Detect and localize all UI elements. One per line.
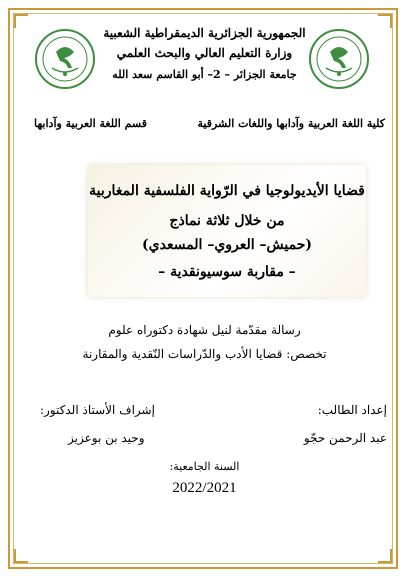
- thesis-title-line-4: – مقاربة سوسيونقدية –: [158, 264, 296, 280]
- department-name: قسم اللغة العربية وآدابها: [34, 117, 148, 130]
- thesis-statement: رسالة مقدّمة لنيل شهادة دكتوراه علوم: [108, 323, 301, 337]
- academic-year: 2022/2021: [172, 480, 237, 496]
- republic-heading: الجمهورية الجزائرية الديمقراطية الشعبية: [103, 26, 306, 40]
- thesis-title-line-1: قضايا الأيديولوجيا في الرّواية الفلسفية المغاربية: [89, 183, 365, 199]
- ministry-heading: وزارة التعليم العالي والبحث العلمي: [116, 46, 293, 60]
- thesis-title-line-3: (حميش– العروي– المسعدي): [142, 237, 312, 253]
- student-name: عبد الرحمن حجّو: [303, 431, 387, 445]
- supervisor-name: وحيد بن بوعزيز: [68, 431, 145, 445]
- supervised-by-label: إشراف الأستاذ الدكتور:: [40, 403, 155, 417]
- academic-year-label: السنة الجامعية:: [169, 460, 240, 473]
- thesis-title-line-2: من خلال ثلاثة نماذج: [169, 213, 285, 229]
- prepared-by-label: إعداد الطالب:: [317, 403, 387, 417]
- university-heading: جامعة الجزائر – 2– أبو القاسم سعد الله: [112, 68, 297, 81]
- specialization: تخصص: قضايا الأدب والدّراسات النّقدية والمقارنة: [82, 347, 327, 361]
- faculty-name: كلية اللغة العربية وآدابها واللغات الشرقية: [197, 117, 385, 130]
